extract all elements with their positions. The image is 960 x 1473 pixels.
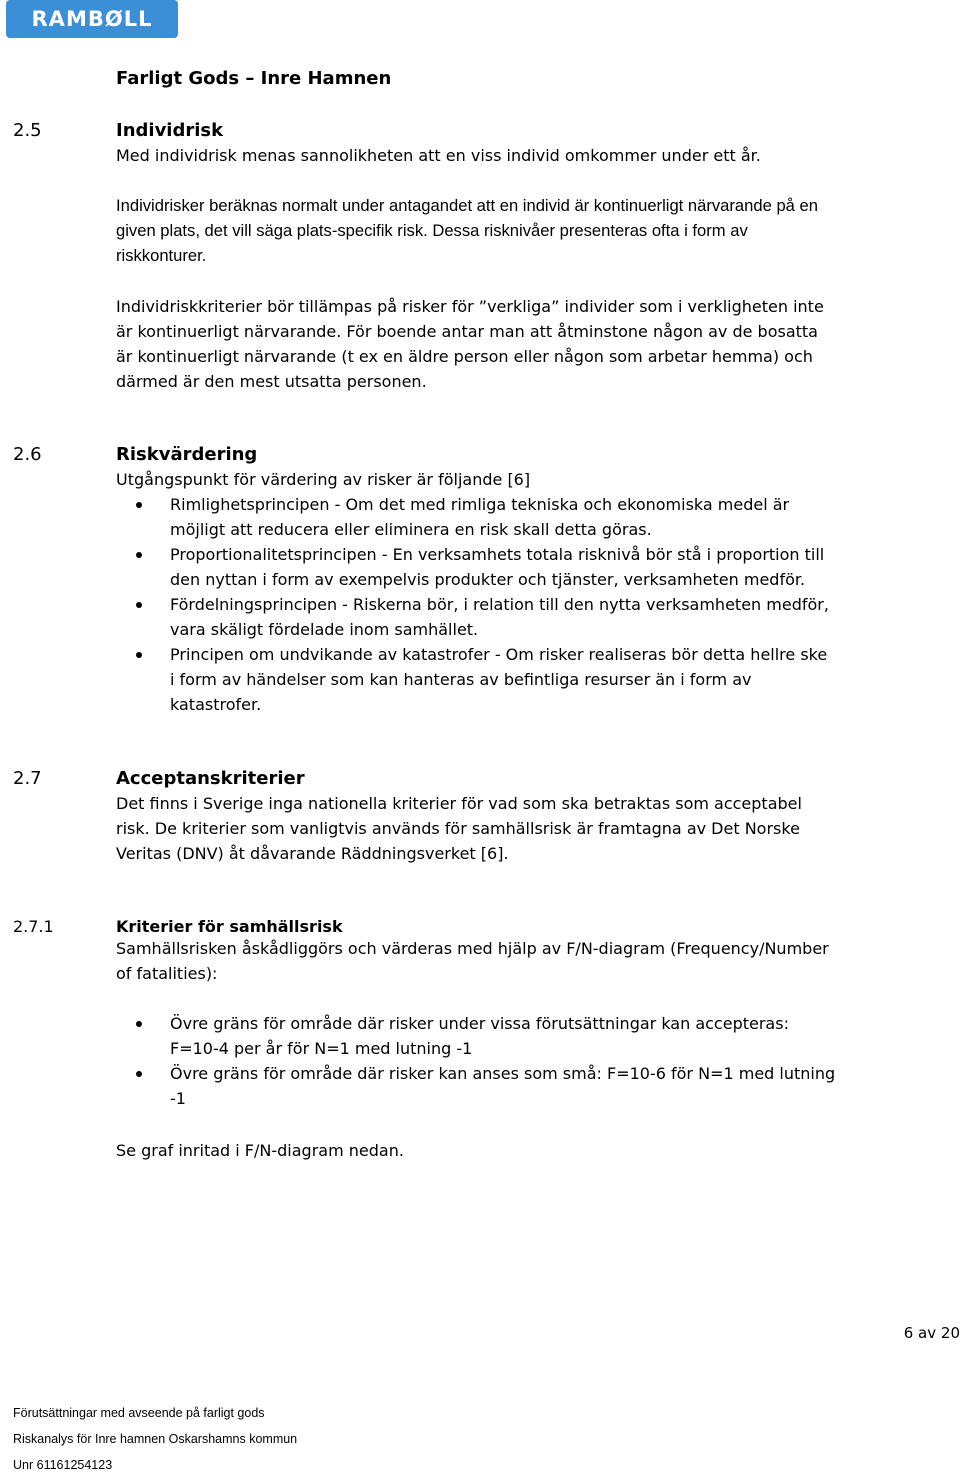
list-item: Övre gräns för område där risker under vissa förutsättningar kan accepteras: F=10-4 per år för N=1 med lutning -1: [116, 1011, 836, 1061]
section-heading-individrisk: Individrisk: [116, 120, 224, 141]
paragraph-riskvardering-intro: Utgångspunkt för värdering av risker är följande [6]: [116, 470, 531, 489]
list-item: Övre gräns för område där risker kan anses som små: F=10-6 för N=1 med lutning -1: [116, 1061, 836, 1111]
section-number-2-7-1: 2.7.1: [13, 917, 54, 936]
paragraph-acceptanskriterier: Det finns i Sverige inga nationella kriterier för vad som ska betraktas som acceptabel risk. De kriterier som vanligtvis används för samhällsrisk är framtagna av Det Norske Veritas (DNV) åt dåvarande Räddningsverket [6].: [116, 794, 802, 863]
section-heading-riskvardering: Riskvärdering: [116, 444, 258, 465]
list-item: Rimlighetsprincipen - Om det med rimliga tekniska och ekonomiska medel är möjligt att reducera eller eliminera en risk skall detta göras.: [116, 492, 836, 542]
document-title: Farligt Gods – Inre Hamnen: [116, 68, 392, 89]
footer-line-2: Riskanalys för Inre hamnen Oskarshamns kommun: [13, 1432, 298, 1446]
paragraph-samhallsrisk-intro: Samhällsrisken åskådliggörs och värderas med hjälp av F/N-diagram (Frequency/Number of fatalities):: [116, 939, 829, 983]
paragraph-individrisk-calculation: Individrisker beräknas normalt under antagandet att en individ är kontinuerligt närvarande på en given plats, det vill säga plats-specifik risk. Dessa risknivåer presenteras ofta i form av riskkonturer.: [116, 196, 818, 265]
paragraph-individrisk-definition: Med individrisk menas sannolikheten att en viss individ omkommer under ett år.: [116, 146, 761, 165]
section-number-2-7: 2.7: [13, 768, 42, 789]
section-number-2-5: 2.5: [13, 120, 42, 141]
bullet-icon: [136, 602, 142, 608]
footer-line-1: Förutsättningar med avseende på farligt gods: [13, 1406, 265, 1420]
paragraph-see-graph: Se graf inritad i F/N-diagram nedan.: [116, 1141, 404, 1160]
bullet-icon: [136, 502, 142, 508]
section-number-2-6: 2.6: [13, 444, 42, 465]
list-item: Proportionalitetsprincipen - En verksamhets totala risknivå bör stå i proportion till den nyttan i form av exempelvis produkter och tjänster, verksamheten medför.: [116, 542, 836, 592]
bullet-icon: [136, 1021, 142, 1027]
riskvardering-principles-list: [116, 492, 836, 717]
list-item: Principen om undvikande av katastrofer - Om risker realiseras bör detta hellre ske i form av händelser som kan hanteras av befintliga resurser än i form av katastrofer.: [116, 642, 836, 717]
list-item: Fördelningsprincipen - Riskerna bör, i relation till den nytta verksamheten medför, vara skäligt fördelade inom samhället.: [116, 592, 836, 642]
bullet-icon: [136, 652, 142, 658]
bullet-icon: [136, 552, 142, 558]
section-heading-samhallsrisk: Kriterier för samhällsrisk: [116, 917, 343, 936]
bullet-icon: [136, 1071, 142, 1077]
page-number: 6 av 20: [903, 1324, 960, 1342]
paragraph-individrisk-criteria: Individriskkriterier bör tillämpas på risker för ”verkliga” individer som i verkligheten inte är kontinuerligt närvarande. För boende antar man att åtminstone någon av de bosatta är kontinuerligt närvarande (t ex en äldre person eller någon som arbetar hemma) och därmed är den mest utsatta personen.: [116, 297, 824, 391]
section-heading-acceptanskriterier: Acceptanskriterier: [116, 768, 305, 789]
ramboll-logo: RAMBØLL: [6, 0, 178, 38]
samhallsrisk-criteria-list: [116, 1011, 836, 1111]
footer-line-3: Unr 61161254123: [13, 1458, 113, 1472]
